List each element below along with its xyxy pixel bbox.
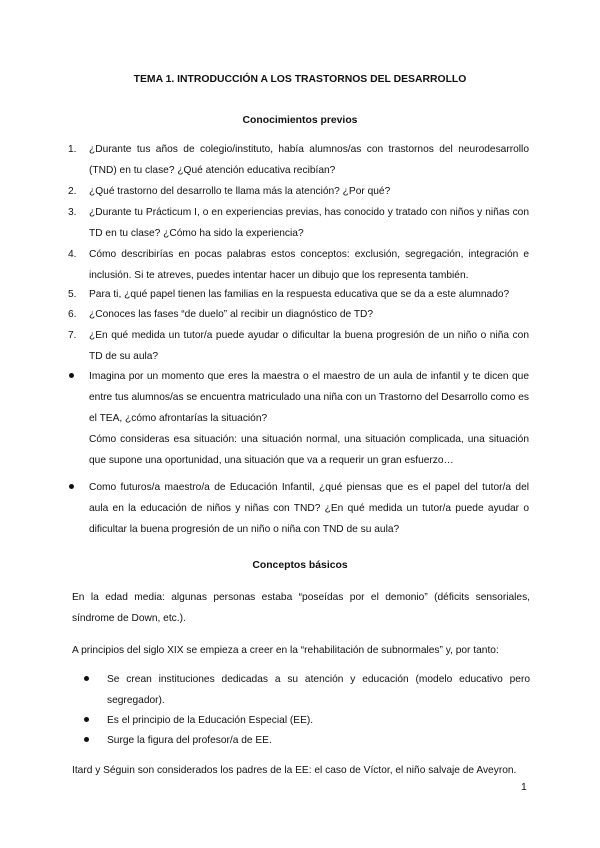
document-title: TEMA 1. INTRODUCCIÓN A LOS TRASTORNOS DEL DESARROLLO	[133, 74, 467, 85]
question-text: Para ti, ¿qué papel tienen las familias en la respuesta educativa que se da a este alumnado?	[89, 289, 510, 300]
section-heading-prior-knowledge: Conocimientos previos	[242, 115, 358, 126]
question-text: ¿En qué medida un tutor/a puede ayudar o dificultar la buena progresión de un niño o niña con TD de su aula?	[89, 330, 529, 362]
page-number: 1	[521, 782, 527, 793]
question-item	[68, 181, 529, 202]
question-text: ¿Qué trastorno del desarrollo te llama más la atención? ¿Por qué?	[89, 186, 391, 197]
question-text: ¿Durante tu Prácticum I, o en experiencias previas, has conocido y tratado con niños y niñas con TD en tu clase? ¿Cómo ha sido la experiencia?	[89, 207, 529, 239]
list-item	[107, 710, 530, 731]
question-item	[68, 325, 529, 367]
bullet-icon	[69, 373, 74, 378]
question-number: 7.	[68, 330, 77, 341]
question-item	[68, 202, 529, 244]
question-item	[68, 244, 529, 286]
question-number: 4.	[68, 249, 77, 260]
question-number: 2.	[68, 186, 77, 197]
bullet-icon	[84, 717, 89, 722]
question-text: ¿Durante tus años de colegio/instituto, había alumnos/as con trastornos del neurodesarrollo (TND) en tu clase? ¿Qué atención educativa recibían?	[89, 144, 529, 176]
paragraph-middle-ages: En la edad media: algunas personas estaba “poseídas por el demonio” (déficits sensoriales, síndrome de Down, etc.).	[72, 592, 530, 624]
question-item	[68, 304, 529, 325]
paragraph-xix-century: A principios del siglo XIX se empieza a creer en la “rehabilitación de subnormales” y, por tanto:	[72, 645, 499, 656]
list-item-text: Surge la figura del profesor/a de EE.	[107, 735, 272, 746]
question-number: 5.	[68, 289, 77, 300]
list-item	[107, 730, 530, 751]
bullet-item-imagine	[89, 366, 529, 471]
bullet-followup-text: Cómo consideras esa situación: una situación normal, una situación complicada, una situación que supone una oportunidad, una situación que va a requerir un gran esfuerzo…	[89, 434, 529, 466]
bullet-icon	[84, 737, 89, 742]
bullet-icon	[84, 676, 89, 681]
list-item-text: Es el principio de la Educación Especial (EE).	[107, 715, 314, 726]
bullet-icon	[69, 484, 74, 489]
question-number: 3.	[68, 207, 77, 218]
bullet-text: Imagina por un momento que eres la maestra o el maestro de un aula de infantil y te dicen que entre tus alumnos/as se encuentra matriculado una niña con un Trastorno del Desarrollo como es el TEA, ¿cómo afrontarías la situación?	[89, 371, 530, 424]
bullet-item-future-teacher	[89, 477, 529, 540]
list-item-text: Se crean instituciones dedicadas a su atención y educación (modelo educativo pero segregador).	[107, 674, 530, 706]
paragraph-itard: Itard y Séguin son considerados los padres de la EE: el caso de Víctor, el niño salvaje de Aveyron.	[72, 765, 517, 776]
question-text: Cómo describirías en pocas palabras estos conceptos: exclusión, segregación, integración e inclusión. Si te atreves, puedes intentar hacer un dibujo que los representa también.	[89, 249, 529, 281]
bullet-text: Como futuros/a maestro/a de Educación Infantil, ¿qué piensas que es el papel del tutor/a del aula en la educación de niños y niñas con TND? ¿En qué medida un tutor/a puede ayudar o dificultar la buena progresión de un niño o niña con TND de su aula?	[89, 482, 529, 535]
question-item	[68, 139, 529, 181]
section-heading-basic-concepts: Conceptos básicos	[252, 560, 348, 571]
list-item	[107, 669, 530, 711]
question-number: 1.	[68, 144, 77, 155]
question-text: ¿Conoces las fases “de duelo” al recibir un diagnóstico de TD?	[89, 309, 374, 320]
question-number: 6.	[68, 309, 77, 320]
question-item	[68, 284, 529, 305]
